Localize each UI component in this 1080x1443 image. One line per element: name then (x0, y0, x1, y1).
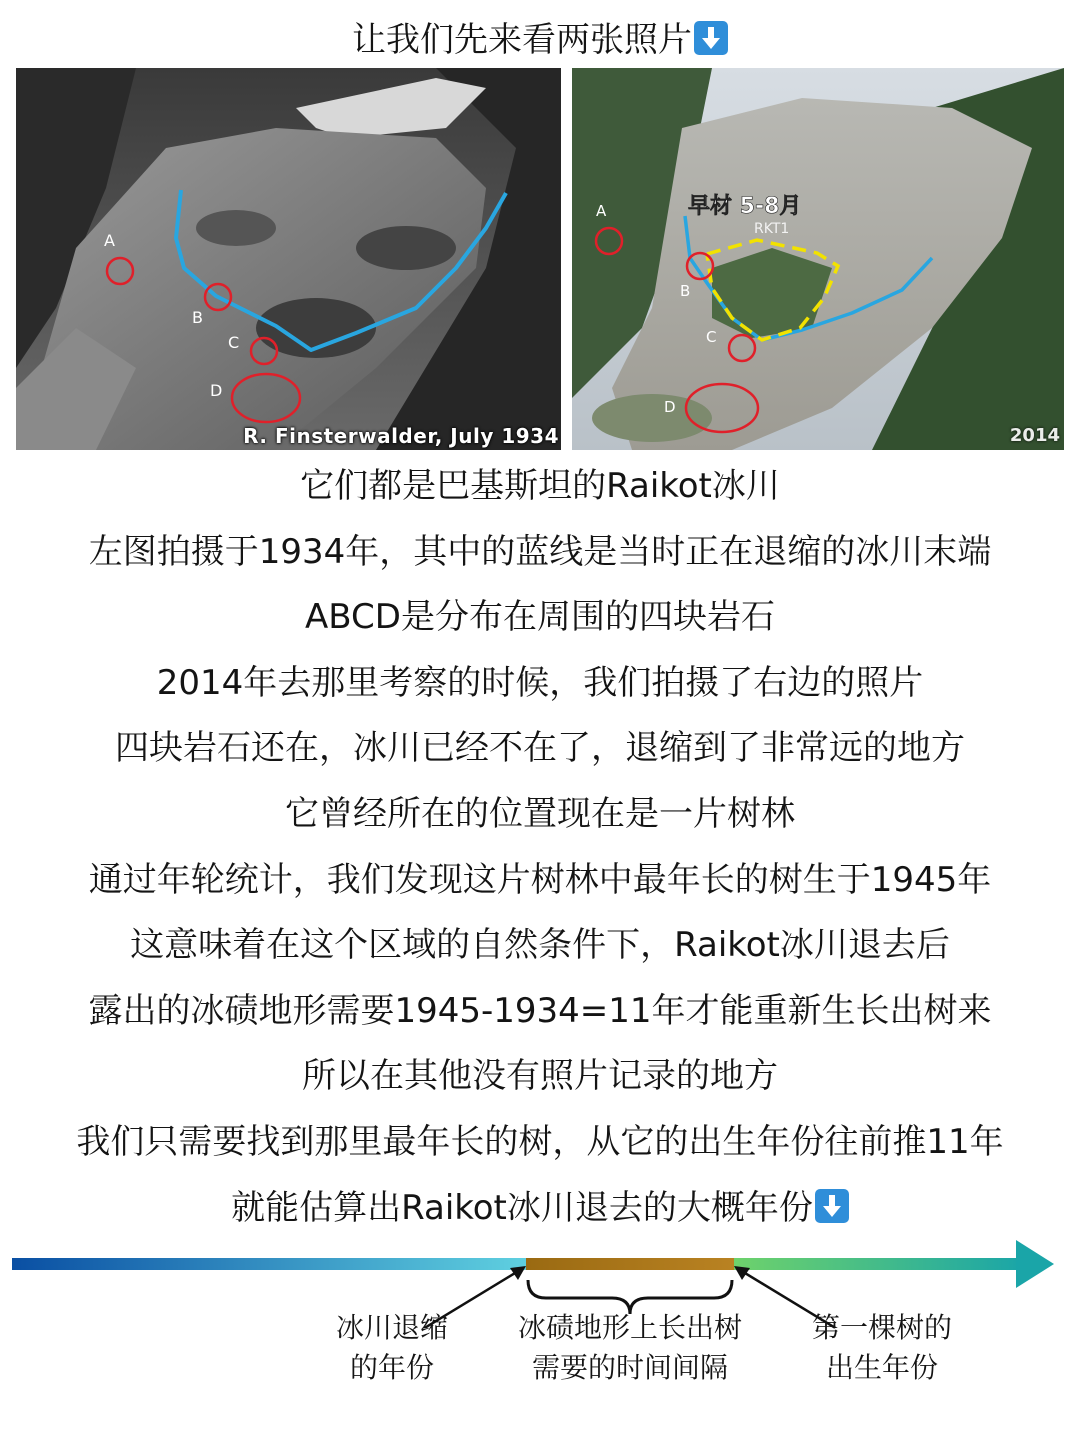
label-first-tree (752, 1308, 1012, 1388)
title-text: 让我们先来看两张照片 (352, 20, 692, 60)
rock-d-label: D (210, 381, 223, 400)
rock-b-label: B (192, 308, 203, 327)
rock-c-label-2014: C (706, 328, 717, 346)
rock-a-circle (107, 258, 133, 284)
last-line-text: 就能估算出Raikot冰川退去的大概年份 (231, 1187, 813, 1228)
label-retreat-line1: 冰川退缩 (335, 1311, 448, 1344)
label-interval-line1: 冰碛地形上长出树 (517, 1311, 742, 1344)
rock-a-label-2014: A (596, 202, 607, 220)
text-line: 它们都是巴基斯坦的Raikot冰川 (300, 466, 780, 506)
rock-b-label-2014: B (680, 282, 691, 300)
photo-caption-2014: 2014 (1009, 425, 1060, 446)
text-line: 2014年去那里考察的时候，我们拍摄了右边的照片 (156, 662, 924, 703)
label-first-tree-line1: 第一棵树的 (811, 1311, 952, 1344)
rock-d-circle (232, 374, 300, 422)
page-title (0, 16, 1080, 64)
text-line: 通过年轮统计，我们发现这片树林中最年长的树生于1945年 (88, 859, 992, 900)
photo-caption-1934: R. Finsterwalder, July 1934 (243, 424, 559, 448)
rock-d-label-2014: D (664, 398, 676, 416)
label-retreat-year (262, 1308, 522, 1388)
rock-c-label: C (228, 333, 240, 352)
text-line: 露出的冰碛地形需要1945-1934=11年才能重新生长出树来 (88, 990, 992, 1031)
label-interval-line2: 需要的时间间隔 (531, 1351, 728, 1384)
photo-2014 (572, 68, 1064, 450)
text-line: 所以在其他没有照片记录的地方 (302, 1056, 778, 1097)
text-line: 我们只需要找到那里最年长的树，从它的出生年份往前推11年 (76, 1121, 1004, 1162)
down-arrow-icon (815, 1189, 849, 1223)
timeline-bar-before (12, 1258, 526, 1270)
rock-c-circle (251, 338, 277, 364)
zone-code: RKT1 (754, 221, 790, 237)
timeline-arrowhead (1016, 1240, 1054, 1288)
text-line: 它曾经所在的位置现在是一片树林 (285, 793, 795, 834)
label-first-tree-line2: 出生年份 (825, 1351, 938, 1384)
text-line: 四块岩石还在，冰川已经不在了，退缩到了非常远的地方 (115, 728, 965, 769)
explanation-text (0, 458, 1080, 1245)
timeline-bar-interval (526, 1258, 734, 1270)
text-line: 这意味着在这个区域的自然条件下，Raikot冰川退去后 (130, 925, 950, 966)
zone-title: 早材 5-8月 (688, 194, 802, 219)
text-line: ABCD是分布在周围的四块岩石 (305, 597, 775, 638)
photo-1934 (16, 68, 561, 450)
label-interval (500, 1308, 760, 1388)
text-line: 左图拍摄于1934年，其中的蓝线是当时正在退缩的冰川末端 (88, 531, 992, 572)
timeline-bar-after (734, 1258, 1024, 1270)
down-arrow-icon (694, 21, 728, 55)
label-retreat-line2: 的年份 (349, 1351, 434, 1384)
rock-a-label: A (104, 231, 115, 250)
